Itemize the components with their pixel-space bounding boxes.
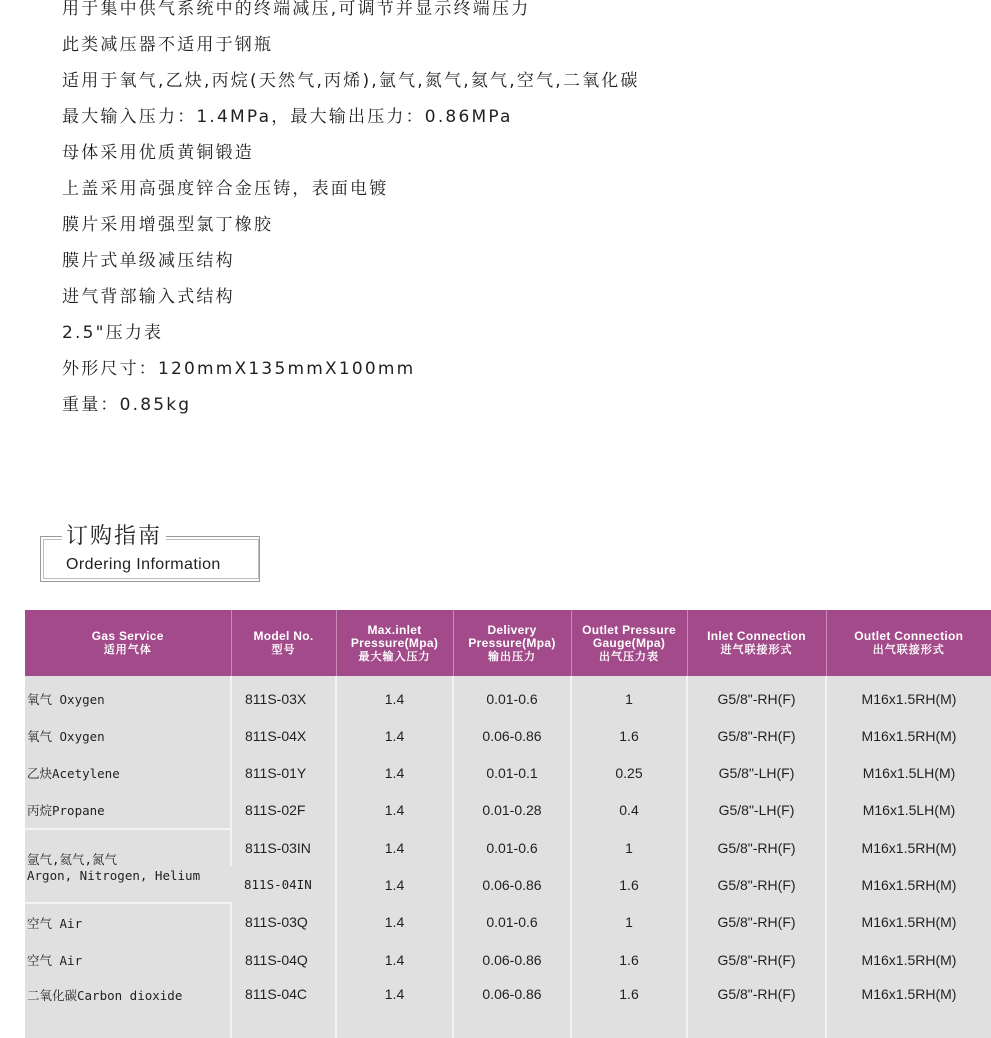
gas-cn: 氩气,氦气,氮气 — [27, 851, 118, 867]
inlet-cell: G5/8"-RH(F) — [687, 903, 826, 941]
column-header-max-inlet: Max.inlet Pressure(Mpa) 最大输入压力 — [336, 610, 453, 676]
feature-item: 重量：0.85kg — [62, 395, 192, 415]
gauge-cell: 0.4 — [571, 791, 687, 829]
model-cell: 811S-02F — [231, 791, 336, 829]
gauge-cell: 1 — [571, 829, 687, 866]
inlet-cell: G5/8"-LH(F) — [687, 754, 826, 791]
inlet-cell: G5/8"-RH(F) — [687, 978, 826, 1038]
column-header-delivery: Delivery Pressure(Mpa) 输出压力 — [453, 610, 571, 676]
feature-item: 最大输入压力：1.4MPa，最大输出压力：0.86MPa — [62, 107, 513, 127]
feature-item: 母体采用优质黄铜锻造 — [62, 143, 254, 163]
outlet-cell: M16x1.5RH(M) — [826, 866, 991, 903]
gas-cell: 氧气 Oxygen — [25, 676, 231, 717]
max-inlet-cell: 1.4 — [336, 829, 453, 866]
max-inlet-cell: 1.4 — [336, 866, 453, 903]
max-inlet-cell: 1.4 — [336, 754, 453, 791]
max-inlet-cell: 1.4 — [336, 978, 453, 1038]
table-row — [25, 903, 991, 941]
delivery-cell: 0.01-0.6 — [453, 676, 571, 717]
feature-item: 外形尺寸：120mmX135mmX100mm — [62, 359, 416, 379]
inlet-cell: G5/8"-RH(F) — [687, 676, 826, 717]
feature-list — [62, 0, 640, 423]
outlet-cell: M16x1.5RH(M) — [826, 717, 991, 754]
inlet-cell: G5/8"-RH(F) — [687, 829, 826, 866]
max-inlet-cell: 1.4 — [336, 717, 453, 754]
max-inlet-cell: 1.4 — [336, 676, 453, 717]
gauge-cell: 1 — [571, 676, 687, 717]
outlet-cell: M16x1.5LH(M) — [826, 754, 991, 791]
outlet-cell: M16x1.5RH(M) — [826, 941, 991, 978]
table-row — [25, 941, 991, 978]
model-cell: 811S-03Q — [231, 903, 336, 941]
outlet-cell: M16x1.5LH(M) — [826, 791, 991, 829]
feature-item: 2.5"压力表 — [62, 323, 164, 343]
delivery-cell: 0.06-0.86 — [453, 866, 571, 903]
model-cell: 811S-04IN — [231, 866, 336, 903]
ordering-table — [25, 610, 991, 1038]
gas-cell: 氧气 Oxygen — [25, 717, 231, 754]
feature-item: 膜片式单级减压结构 — [62, 251, 235, 271]
max-inlet-cell: 1.4 — [336, 791, 453, 829]
gas-cell: 二氧化碳Carbon dioxide — [25, 978, 231, 1038]
table-row — [25, 791, 991, 829]
column-header-gas-service: Gas Service 适用气体 — [25, 610, 231, 676]
gas-cell: 空气 Air — [25, 903, 231, 941]
inlet-cell: G5/8"-RH(F) — [687, 717, 826, 754]
delivery-cell: 0.01-0.6 — [453, 903, 571, 941]
gas-en: Argon, Nitrogen, Helium — [27, 867, 201, 883]
outlet-cell: M16x1.5RH(M) — [826, 903, 991, 941]
delivery-cell: 0.01-0.6 — [453, 829, 571, 866]
model-cell: 811S-04C — [231, 978, 336, 1038]
delivery-cell: 0.06-0.86 — [453, 978, 571, 1038]
feature-item: 适用于氧气,乙炔,丙烷(天然气,丙烯),氩气,氮气,氦气,空气,二氧化碳 — [62, 71, 640, 91]
column-header-gauge: Outlet Pressure Gauge(Mpa) 出气压力表 — [571, 610, 687, 676]
delivery-cell: 0.01-0.28 — [453, 791, 571, 829]
gas-cell: 乙炔Acetylene — [25, 754, 231, 791]
outlet-cell: M16x1.5RH(M) — [826, 676, 991, 717]
table-header-row — [25, 610, 991, 676]
max-inlet-cell: 1.4 — [336, 903, 453, 941]
feature-item: 上盖采用高强度锌合金压铸，表面电镀 — [62, 179, 389, 199]
outlet-cell: M16x1.5RH(M) — [826, 978, 991, 1038]
gauge-cell: 1 — [571, 903, 687, 941]
inlet-cell: G5/8"-RH(F) — [687, 941, 826, 978]
feature-item: 此类减压器不适用于钢瓶 — [62, 35, 274, 55]
feature-item: 进气背部输入式结构 — [62, 287, 235, 307]
table-row — [25, 676, 991, 717]
model-cell: 811S-03IN — [231, 829, 336, 866]
inlet-cell: G5/8"-RH(F) — [687, 866, 826, 903]
model-cell: 811S-04X — [231, 717, 336, 754]
model-cell: 811S-03X — [231, 676, 336, 717]
table-row — [25, 754, 991, 791]
gauge-cell: 0.25 — [571, 754, 687, 791]
table-row — [25, 829, 991, 866]
heading-title-cn: 订购指南 — [62, 524, 166, 550]
delivery-cell: 0.01-0.1 — [453, 754, 571, 791]
feature-item: 膜片采用增强型氯丁橡胶 — [62, 215, 274, 235]
gas-cell: 空气 Air — [25, 941, 231, 978]
column-header-model: Model No. 型号 — [231, 610, 336, 676]
table-row — [25, 978, 991, 1038]
gas-cell: 丙烷Propane — [25, 791, 231, 829]
gauge-cell: 1.6 — [571, 941, 687, 978]
column-header-inlet-connection: Inlet Connection 进气联接形式 — [687, 610, 826, 676]
column-header-outlet-connection: Outlet Connection 出气联接形式 — [826, 610, 991, 676]
max-inlet-cell: 1.4 — [336, 941, 453, 978]
delivery-cell: 0.06-0.86 — [453, 941, 571, 978]
model-cell: 811S-01Y — [231, 754, 336, 791]
outlet-cell: M16x1.5RH(M) — [826, 829, 991, 866]
gauge-cell: 1.6 — [571, 978, 687, 1038]
heading-title-en: Ordering Information — [66, 556, 221, 573]
ordering-info-heading — [40, 526, 260, 582]
gauge-cell: 1.6 — [571, 717, 687, 754]
delivery-cell: 0.06-0.86 — [453, 717, 571, 754]
table-row — [25, 717, 991, 754]
gas-cell — [25, 829, 231, 903]
model-cell: 811S-04Q — [231, 941, 336, 978]
feature-item: 用于集中供气系统中的终端减压,可调节并显示终端压力 — [62, 0, 531, 19]
inlet-cell: G5/8"-LH(F) — [687, 791, 826, 829]
gauge-cell: 1.6 — [571, 866, 687, 903]
